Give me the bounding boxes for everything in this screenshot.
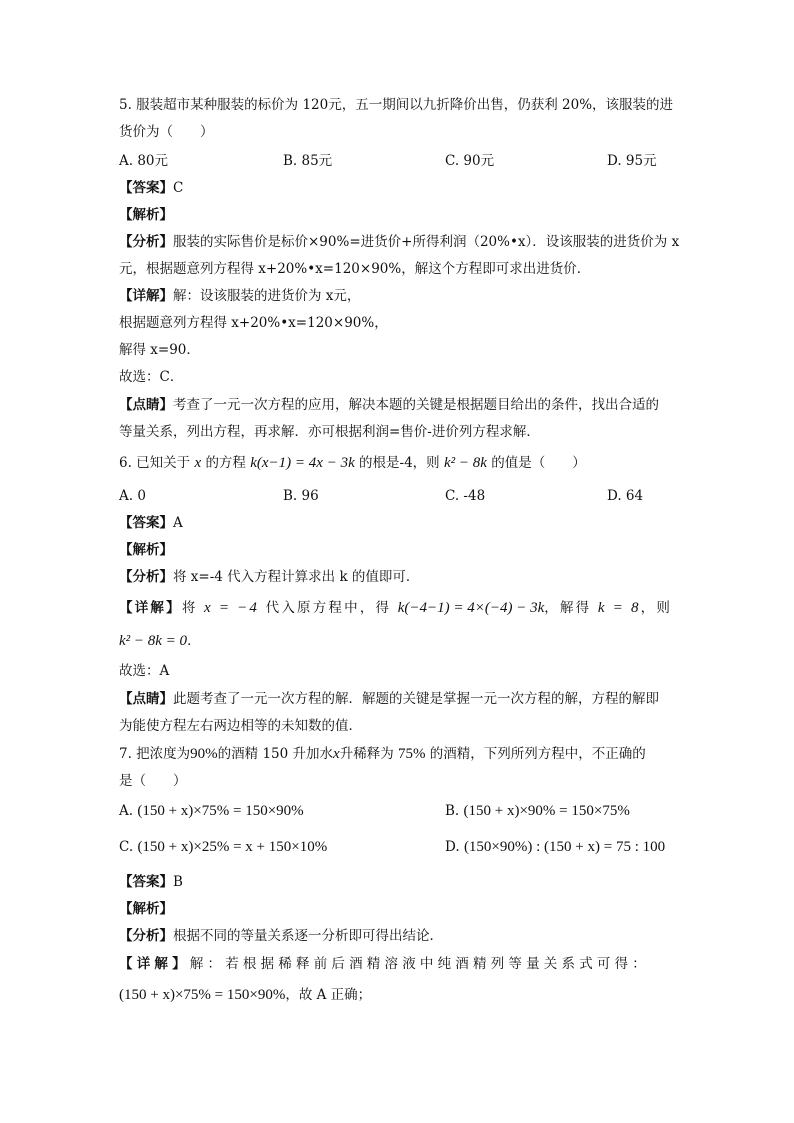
option-expression: (150×90%) : (150 + x) = 75 : 100 <box>463 839 666 855</box>
q7-stem-b: 90% <box>190 746 218 762</box>
q7-stem-a: 7. 把浓度为 <box>119 746 191 762</box>
q6-fenxi <box>119 568 419 586</box>
q6-option-d: D. 64 <box>607 488 644 504</box>
answer-label: 【答案】 <box>119 874 173 890</box>
q6-stem-expression: k² − 8k <box>443 455 487 471</box>
q5-detail-line2: 根据题意列方程得 x+20%•x=120×90%， <box>119 315 388 331</box>
q7-stem-line1 <box>119 745 646 763</box>
q5-stem-line1: 5. 服装超市某种服装的标价为 120元，五一期间以九折降价出售，仍获利 20%，该服装的进 <box>119 97 674 113</box>
answer-value: B <box>173 874 183 890</box>
q6-stem-mid2: 的根是-4，则 <box>359 455 440 471</box>
fenxi-label: 【分析】 <box>119 234 173 250</box>
detail-math-k: k = 8 <box>597 600 641 616</box>
fenxi-text: 服装的实际售价是标价×90%=进货价+所得利润（20%•x）．设该服装的进货价为 x <box>173 234 680 250</box>
fenxi-text: 将 x=-4 代入方程计算求出 k 的值即可． <box>173 569 420 585</box>
q6-dianjing-line2: 为能使方程左右两边相等的未知数的值． <box>119 718 362 734</box>
q7-option-a <box>119 802 304 820</box>
option-expression: (150 + x)×25% = x + 150×10% <box>137 839 328 855</box>
q5-fenxi-line2: 元，根据题意列方程得 x+20%•x=120×90%，解这个方程即可求出进货价． <box>119 261 591 277</box>
q5-stem-line2: 货价为（ ） <box>119 124 214 140</box>
fenxi-label: 【分析】 <box>119 569 173 585</box>
q6-detail-line1 <box>119 599 672 617</box>
q6-analysis-label <box>119 541 173 559</box>
q5-fenxi-line1 <box>119 233 679 251</box>
q7-stem-f: 75% <box>398 746 426 762</box>
q5-dianjing-line1 <box>119 396 659 414</box>
q7-analysis-label <box>119 900 173 918</box>
q5-option-d: D. 95元 <box>607 153 657 169</box>
q7-stem-g: 的酒精，下列所列方程中，不正确的 <box>429 746 646 762</box>
q7-detail-line1 <box>119 955 650 973</box>
option-letter: A. <box>119 803 134 819</box>
q7-stem-d: x <box>333 746 340 762</box>
detail-label: 【详解】 <box>119 288 173 304</box>
q7-option-b <box>445 802 630 820</box>
option-expression: (150 + x)×90% = 150×75% <box>463 803 630 819</box>
q6-option-c: C. -48 <box>445 488 486 504</box>
q7-fenxi <box>119 927 443 945</box>
q6-dianjing-line1 <box>119 690 659 708</box>
answer-value: A <box>173 515 183 531</box>
option-letter: C. <box>119 839 134 855</box>
q5-option-c: C. 90元 <box>445 153 495 169</box>
fenxi-text: 根据不同的等量关系逐一分析即可得出结论． <box>173 928 443 944</box>
q7-option-d <box>445 838 665 856</box>
detail-math-result: k² − 8k = 0 <box>119 633 188 649</box>
analysis-label: 【解析】 <box>119 207 173 223</box>
q5-option-a: A. 80元 <box>119 153 169 169</box>
answer-label: 【答案】 <box>119 180 173 196</box>
q6-stem-post: 的值是（ ） <box>491 455 586 471</box>
detail-text-g: ，则 <box>640 600 673 616</box>
q5-option-b: B. 85元 <box>283 153 333 169</box>
q6-option-a: A. 0 <box>119 488 146 504</box>
option-expression: (150 + x)×75% = 150×90% <box>137 803 304 819</box>
detail-math-equation: k(−4−1) = 4×(−4) − 3k <box>397 600 545 616</box>
detail-text: 解：设该服装的进货价为 x元， <box>173 288 361 304</box>
q6-answer <box>119 514 183 532</box>
detail-math: (150 + x)×75% = 150×90% <box>119 987 286 1003</box>
detail-text-a: 将 <box>181 600 198 616</box>
q6-stem-var: x <box>194 455 202 471</box>
dianjing-label: 【点睛】 <box>119 691 173 707</box>
q5-choose: 故选：C． <box>119 369 184 385</box>
q5-answer <box>119 179 183 197</box>
detail-text: 解：若根据稀释前后酒精溶液中纯酒精列等量关系式可得： <box>189 956 651 972</box>
dianjing-text: 考查了一元一次方程的应用，解决本题的关键是根据题目给出的条件，找出合适的 <box>173 397 659 413</box>
detail-text-end: ，故 A 正确； <box>285 987 372 1003</box>
detail-label: 【详解】 <box>119 956 190 972</box>
q7-stem-e: 升稀释为 <box>339 746 394 762</box>
q6-stem-equation: k(x−1) = 4x − 3k <box>250 455 355 471</box>
detail-text-e: ，解得 <box>544 600 592 616</box>
q5-analysis-label <box>119 206 173 224</box>
detail-math-x: x = −4 <box>204 600 260 616</box>
detail-label: 【详解】 <box>119 600 182 616</box>
q7-stem-line2: 是（ ） <box>119 773 187 789</box>
analysis-label: 【解析】 <box>119 901 173 917</box>
detail-text-end: ． <box>187 633 201 649</box>
answer-value: C <box>173 180 184 196</box>
option-letter: D. <box>445 839 460 855</box>
answer-label: 【答案】 <box>119 515 173 531</box>
fenxi-label: 【分析】 <box>119 928 173 944</box>
detail-text-c: 代入原方程中，得 <box>265 600 392 616</box>
analysis-label: 【解析】 <box>119 542 173 558</box>
q6-detail-line2 <box>119 632 201 650</box>
q7-answer <box>119 873 183 891</box>
q6-stem-mid: 的方程 <box>205 455 246 471</box>
dianjing-text: 此题考查了一元一次方程的解．解题的关键是掌握一元一次方程的解，方程的解即 <box>173 691 659 707</box>
q6-choose: 故选：A <box>119 663 170 679</box>
q6-stem-pre: 6. 已知关于 <box>119 455 191 471</box>
q6-stem <box>119 454 586 472</box>
q5-dianjing-line2: 等量关系，列出方程，再求解．亦可根据利润=售价-进价列方程求解． <box>119 424 540 440</box>
q7-detail-line2 <box>119 986 371 1004</box>
dianjing-label: 【点睛】 <box>119 397 173 413</box>
q6-option-b: B. 96 <box>283 488 319 504</box>
option-letter: B. <box>445 803 460 819</box>
q7-option-c <box>119 838 327 856</box>
q5-detail-line3: 解得 x=90． <box>119 342 200 358</box>
q7-stem-c: 的酒精 150 升加水 <box>217 746 334 762</box>
q5-detail-line1 <box>119 287 360 305</box>
